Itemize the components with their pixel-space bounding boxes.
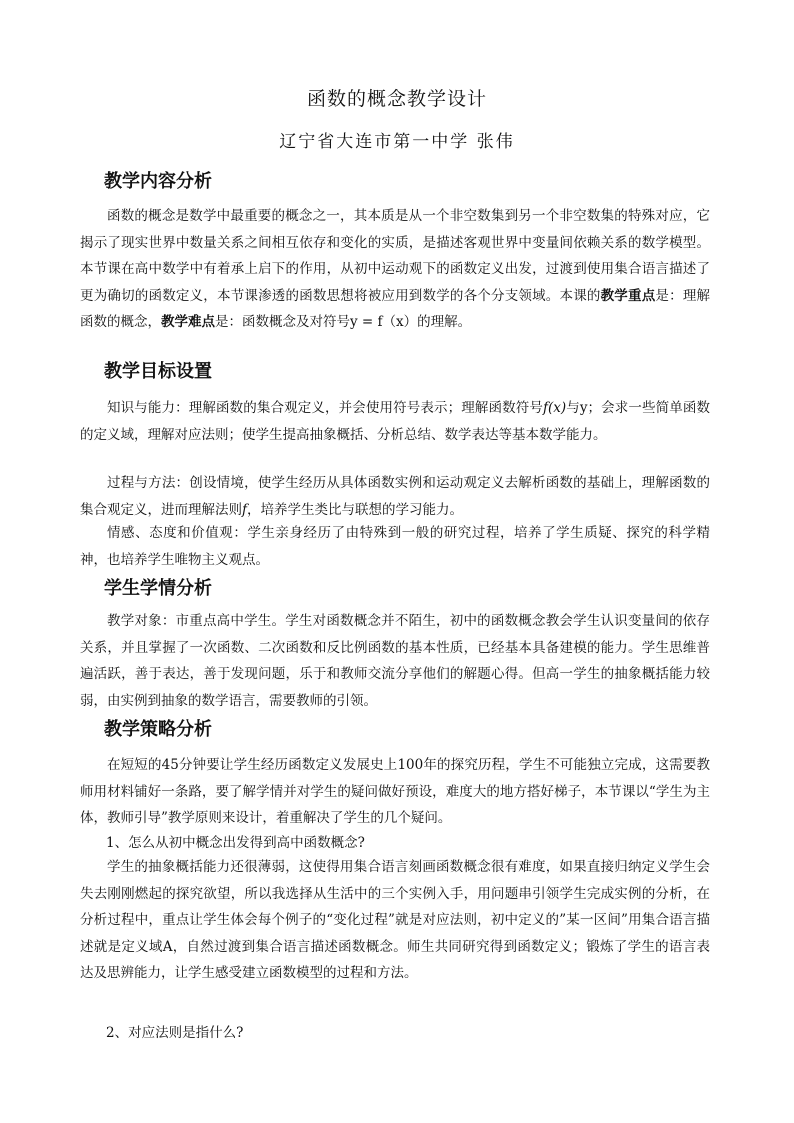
paragraph-strategy: 在短短的45分钟要让学生经历函数定义发展史上100年的探究历程，学生不可能独立完成，这需要教师用材料铺好一条路，要了解学情并对学生的疑问做好预设，难度大的地方搭好梯子，本节课以“学生为主体，教师引导”教学原则来设计，着重解决了学生的几个疑问。 [80, 757, 710, 826]
section-heading-strategy: 教学策略分析 [104, 719, 212, 740]
text-span: 过程与方法：创设情境，使学生经历从具体函数实例和运动观定义去解析函数的基础上，理解函数的集合观定义，进而理解法则 [80, 475, 710, 518]
paragraph-content-analysis [80, 203, 710, 336]
text-span: ，培养学生类比与联想的学习能力。 [247, 501, 463, 518]
section-heading-goals: 教学目标设置 [104, 361, 212, 382]
math-fx: f(x) [542, 400, 567, 416]
paragraph-learners: 教学对象：市重点高中学生。学生对函数概念并不陌生，初中的函数概念教会学生认识变量间的依存关系，并且掌握了一次函数、二次函数和反比例函数的基本性质，已经基本具备建模的能力。学生思维普遍活跃，善于表达，善于发现问题，乐于和教师交流分享他们的解题心得。但高一学生的抽象概括能力较弱，由实例到抽象的数学语言，需要教师的引领。 [80, 613, 710, 709]
text-span: 函数的概念是数学中最重要的概念之一，其本质是从一个非空数集到另一个非空数集的特殊对应，它揭示了现实世界中数量关系之间相互依存和变化的实质，是描述客观世界中变量间依赖关系的数学模型。本节课在高中数学中有着承上启下的作用，从初中运动观下的函数定义出发，过渡到使用集合语言描述了更为确切的函数定义，本节课渗透的函数思想将被应用到数学的各个分支领域。本课的 [80, 208, 710, 304]
author-line: 辽宁省大连市第一中学 张伟 [279, 132, 515, 152]
paragraph-question-1-answer: 学生的抽象概括能力还很薄弱，这使得用集合语言刻画函数概念很有难度，如果直接归纳定义学生会失去刚刚燃起的探究欲望，所以我选择从生活中的三个实例入手，用问题串引领学生完成实例的分析，在分析过程中，重点让学生体会每个例子的“变化过程”就是对应法则，初中定义的”某一区间”用集合语言描述就是定义域A，自然过渡到集合语言描述函数概念。师生共同研究得到函数定义；锻炼了学生的语言表达及思辨能力，让学生感受建立函数模型的过程和方法。 [80, 859, 710, 981]
bold-key-point: 教学重点 [600, 287, 656, 304]
text-span: 知识与能力：理解函数的集合观定义，并会使用符号表示；理解函数符号 [107, 400, 543, 416]
section-heading-content-analysis: 教学内容分析 [104, 171, 212, 192]
paragraph-goals-knowledge [80, 395, 710, 448]
math-f: f [242, 501, 247, 518]
paragraph-goals-process [80, 470, 710, 523]
bold-difficulty: 教学难点 [161, 314, 215, 330]
paragraph-goals-emotion: 情感、态度和价值观：学生亲身经历了由特殊到一般的研究过程，培养了学生质疑、探究的科学精神，也培养学生唯物主义观点。 [80, 525, 710, 568]
question-2: 2、对应法则是指什么? [106, 1025, 244, 1041]
text-span: 是：函数概念及对符号y = f（x）的理解。 [215, 314, 472, 330]
text-span: 是：理解函数的概念， [80, 287, 711, 330]
document-title: 函数的概念教学设计 [306, 88, 487, 110]
section-heading-learners: 学生学情分析 [104, 578, 212, 599]
text-span: 与y；会求一些简单函数的定义域，理解对应法则；使学生提高抽象概括、分析总结、数学表达等基本数学能力。 [80, 400, 710, 443]
question-1: 1、怎么从初中概念出发得到高中函数概念? [106, 835, 365, 851]
